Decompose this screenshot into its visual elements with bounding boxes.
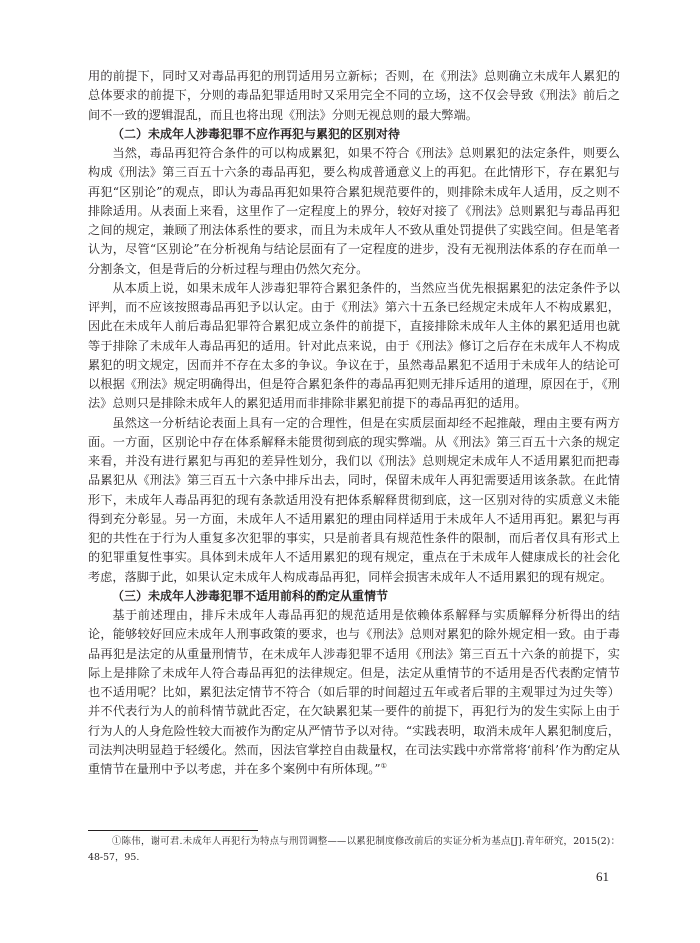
document-body xyxy=(88,67,620,779)
paragraph: 虽然这一分析结论表面上具有一定的合理性，但是在实质层面却经不起推敲，理由主要有两方面。一方面，区别论中存在体系解释未能贯彻到底的现实弊端。从《刑法》第三百五十六条的规定来看，并没有进行累犯与再犯的差异性划分，我们以《刑法》总则规定未成年人不适用累犯而把毒品累犯从《刑法》第三百五十六条中排斥出去，同时，保留未成年人再犯需要适用该条款。在此情形下，未成年人毒品再犯的现有条款适用没有把体系解释贯彻到底，这一区别对待的实质意义未能得到充分彰显。另一方面，未成年人不适用累犯的理由同样适用于未成年人不适用再犯。累犯与再犯的共性在于行为人重复多次犯罪的事实，只是前者具有规范性条件的限制，而后者仅具有形式上的犯罪重复性事实。具体到未成年人不适用累犯的现有规定，重点在于未成年人健康成长的社会化考虑，落脚于此，如果认定未成年人构成毒品再犯，同样会损害未成年人不适用累犯的现有规定。 xyxy=(88,415,620,584)
paragraph: 从本质上说，如果未成年人涉毒犯罪符合累犯条件的，当然应当优先根据累犯的法定条件予以评判，而不应该按照毒品再犯予以认定。由于《刑法》第六十五条已经规定未成年人不构成累犯，因此在未成年人前后毒品犯罪符合累犯成立条件的前提下，直接排除未成年人主体的累犯适用也就等于排除了未成年人毒品再犯的适用。针对此点来说，由于《刑法》修订之后存在未成年人不构成累犯的明文规定，因而并不存在太多的争议。争议在于，虽然毒品累犯不适用于未成年人的结论可以根据《刑法》规定明确得出，但是符合累犯条件的毒品再犯则无排斥适用的道理，原因在于，《刑法》总则只是排除未成年人的累犯适用而非排除非累犯前提下的毒品再犯的适用。 xyxy=(88,280,620,411)
paragraph-text: 基于前述理由，排斥未成年人毒品再犯的规范适用是依赖体系解释与实质解释分析得出的结论，能够较好回应未成年人刑事政策的要求，也与《刑法》总则对累犯的除外规定相一致。由于毒品再犯是法定的从重量刑情节，在未成年人涉毒犯罪不适用《刑法》第三百五十六条的前提下，实际上是排除了未成年人符合毒品再犯的法律规定。但是，法定从重情节的不适用是否代表酌定情节也不适用呢？比如，累犯法定情节不符合（如后罪的时间超过五年或者后罪的主观罪过为过失等）并不代表行为人的前科情节就此否定，在欠缺累犯某一要件的前提下，再犯行为的发生实际上由于行为人的人身危险性较大而被作为酌定从严情节予以对待。“实践表明，取消未成年人累犯制度后，司法判决明显趋于轻缓化。然而，因法官掌控自由裁量权，在司法实践中亦常常将‘前科’作为酌定从重情节在量刑中予以考虑，并在多个案例中有所体现。” xyxy=(88,608,620,776)
paragraph: 当然，毒品再犯符合条件的可以构成累犯，如果不符合《刑法》总则累犯的法定条件，则要么构成《刑法》第三百五十六条的毒品再犯，要么构成普通意义上的再犯。在此情形下，存在累犯与再犯“区别论”的观点，即认为毒品再犯如果符合累犯规范要件的，则排除未成年人适用，反之则不排除适用。从表面上来看，这里作了一定程度上的界分，较好对接了《刑法》总则累犯与毒品再犯之间的规定，兼顾了刑法体系性的要求，而且为未成年人不致从重处罚提供了实践空间。但是笔者认为，尽管“区别论”在分析视角与结论层面有了一定程度的进步，没有无视刑法体系的存在而单一分割条文，但是背后的分析过程与理由仍然欠充分。 xyxy=(88,146,620,276)
footnote-divider xyxy=(88,830,258,831)
footnote: ①陈伟，谢可君.未成年人再犯行为特点与刑罚调整——以累犯制度修改前后的实证分析为基点[J].青年研究，2015(2)：48-57，95. xyxy=(88,836,620,863)
paragraph-continuation: 用的前提下，同时又对毒品再犯的刑罚适用另立新标；否则，在《刑法》总则确立未成年人累犯的总体要求的前提下，分则的毒品犯罪适用时又采用完全不同的立场，这不仅会导致《刑法》前后之间不一致的逻辑混乱，而且也将出现《刑法》分则无视总则的最大弊端。 xyxy=(88,69,620,122)
footnote-marker[interactable]: ① xyxy=(380,761,387,770)
paragraph-with-footnote xyxy=(88,606,620,779)
section-heading-3: （三）未成年人涉毒犯罪不适用前科的酌定从重情节 xyxy=(112,588,389,603)
section-heading-2: （二）未成年人涉毒犯罪不应作再犯与累犯的区别对待 xyxy=(112,126,401,141)
page-number: 61 xyxy=(596,869,609,884)
